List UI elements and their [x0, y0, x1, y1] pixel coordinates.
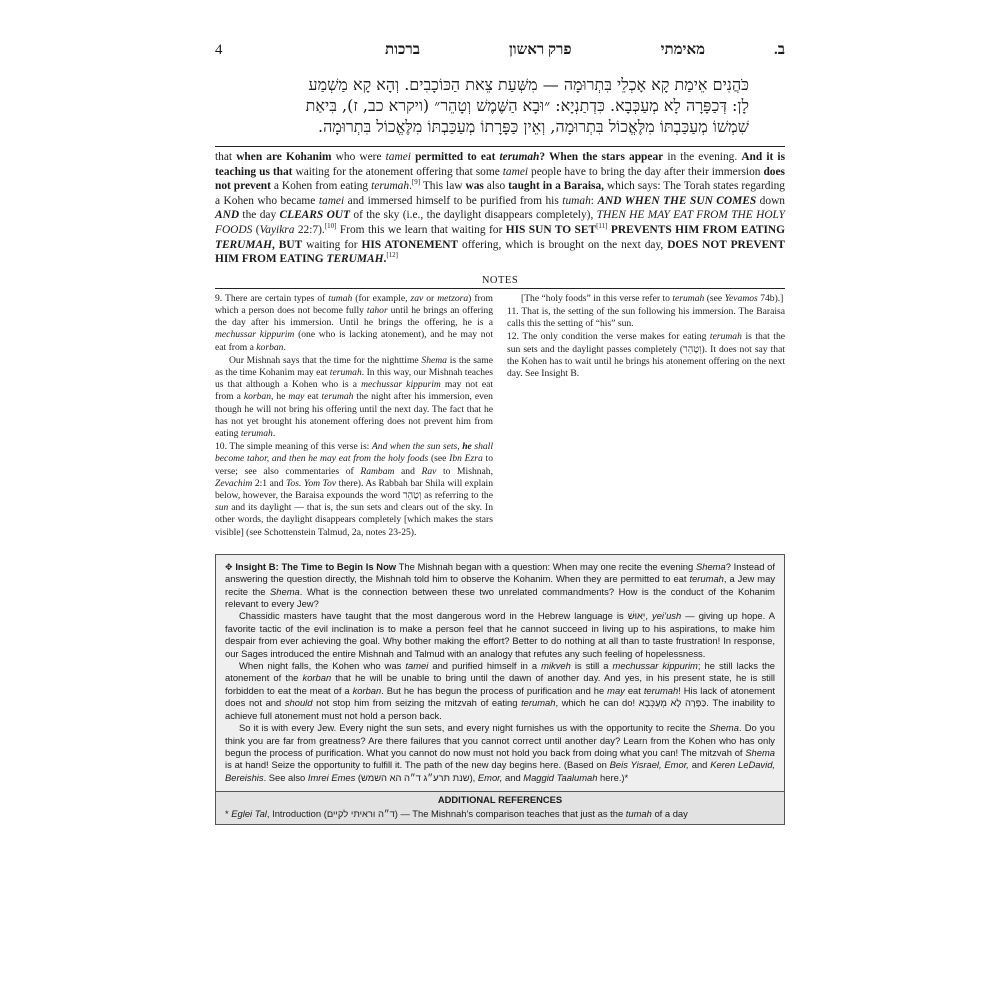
breadcrumb — [365, 42, 725, 59]
insight-paragraph: ✥ Insight B: The Time to Begin Is Now The Mishnah began with a question: When may one recite the evening Shema? Instead of answering the question directly, the Mishnah told him to observe the Kohanim. When they are permitted to eat terumah, a Jew may recite the Shema. What is the connection between these two unrelated commandments? How is the conduct of the Kohanim relevant to every Jew? — [225, 560, 776, 610]
notes-section — [215, 293, 785, 540]
page-number: 4 — [215, 42, 223, 58]
note-11: 11. That is, the setting of the sun following his immersion. The Baraisa calls this the setting of “his” sun. — [507, 305, 785, 330]
breadcrumb-chapter-name: מאימתי — [660, 42, 705, 58]
notes-column-left — [215, 293, 493, 540]
reference-entry: * Eglei Tal, Introduction (ד״ה וראיתי לקיים) — The Mishnah’s comparison teaches that just as the tumah of a day — [225, 808, 688, 820]
insight-paragraph: Chassidic masters have taught that the most dangerous word in the Hebrew language is יֵאוּשׁ, yei’ush — giving up hope. A favorite tactic of the evil inclination is to make a person feel that he cannot succeed in living up to his aspirations, to make him despair from ever achieving the goal. Why bother making the effort? Better to do nothing at all than to taste frustration! In response, our Sages introduced the entire Mishnah and Talmud with an analogy that refutes any such feeling of hopelessness. — [225, 610, 775, 659]
breadcrumb-chapter-number: פרק ראשון — [508, 42, 572, 58]
note-10: 10. The simple meaning of this verse is: And when the sun sets, he shall become tahor, and then he may eat from the holy foods (see Ibn Ezra to verse; see also commentaries of Rambam and Rav to Mishnah, Zevachim 2:1 and Tos. Yom Tov there). As Rabbah bar Shila will explain below, however, the Baraisa expounds the word וְטָהֵר as referring to the sun and its daylight — that is, the sun sets and clears out of the sky. In other words, the daylight disappears completely [which makes the stars visible] (see Schottenstein Talmud, 2a, notes 23-25). — [215, 441, 494, 538]
footnote-ref: [12] — [386, 251, 398, 260]
note-10-continued: [The “holy foods” in this verse refer to terumah (see Yevamos 74b).] — [521, 292, 784, 304]
insight-paragraph: So it is with every Jew. Every night the sun sets, and every night furnishes us with the opportunity to recite the Shema. Do you think you are far from greatness? Are there failures that you cannot correct until another day? Learn from the Kohen who has only begun the process of purification. What you cannot do now must not hold you back from doing what you can! The mitzvah of Shema is at hand! Seize the opportunity to fulfill it. The path of the new day begins here. (Based on Beis Yisrael, Emor, and Keren LeDavid, Bereishis. See also Imrei Emes (שנת תרע״ג ד״ה הא השמש), Emor, and Maggid Taalumah here.)* — [225, 722, 776, 783]
note-9: 9. There are certain types of tumah (for example, zav or metzora) from which a person does not become fully tahor until he brings an offering the day after his immersion. Until he brings the offering, he is a mechussar kippurim (one who is lacking atonement), and he may not eat from a korban. — [215, 292, 494, 353]
breadcrumb-tractate: ברכות — [385, 42, 420, 58]
notes-heading: NOTES — [481, 274, 519, 286]
ornament-icon: ✥ — [225, 561, 233, 572]
divider — [215, 146, 785, 147]
footnote-ref: [10] — [324, 222, 337, 231]
note-12: 12. The only condition the verse makes for eating terumah is that the sun sets and the daylight passes completely (וְטָהֵר). It does not say that the Kohen has to wait until he brings his atonement offering on the next day. See Insight B. — [507, 331, 786, 379]
translation-paragraph: that when are Kohanim who were tamei permitted to eat terumah? When the stars appear in the evening. And it is teaching us that waiting for the atonement offering that some tamei people have to bring the day after their immersion does not prevent a Kohen from eating terumah.[9] This law was also taught in a Baraisa, which says: The Torah states regarding a Kohen who became tamei and immersed himself to be purified from his tumah: AND WHEN THE SUN COMES down AND the day CLEARS OUT of the sky (i.e., the daylight disappears completely), THEN HE MAY EAT FROM THE HOLY FOODS (Vayikra 22:7).[10] From this we learn that waiting for HIS SUN TO SET[11] PREVENTS HIM FROM EATING TERUMAH, BUT waiting for HIS ATONEMENT offering, which is brought on the next day, DOES NOT PREVENT HIM FROM EATING TERUMAH.[12] — [215, 151, 786, 266]
english-translation — [215, 150, 785, 267]
running-header — [215, 40, 785, 64]
note-9-continued: Our Mishnah says that the time for the nighttime Shema is the same as the time Kohanim may eat terumah. In this way, our Mishnah teaches us that although a Kohen who is a mechussar kippurim may not eat from a korban, he may eat terumah the night after his immersion, even though he will not bring his offering until the next day. The fact that he has not yet brought his atonement offering does not prevent him from eating terumah. — [215, 354, 494, 439]
footnote-ref: [9] — [411, 178, 421, 187]
daf-label: ב. — [774, 42, 785, 58]
hebrew-line: לָן: דְּכַפָּרָה לָא מְעַכְּבָא. כִּדְתַנְיָא: ״וּבָא הַשֶּׁמֶשׁ וְטָהֵר״ (ויקרא כב, ז), בִּיאַת — [305, 96, 749, 115]
hebrew-line: כֹּהֲנִים אֵימַת קָא אָכְלֵי בִּתְרוּמָה — מִשְּׁעַת צֵאת הַכּוֹכָבִים. וְהָא קָא מַשְׁמַע — [308, 75, 749, 94]
hebrew-gemara-text — [235, 74, 749, 137]
insight-title: Insight B: The Time to Begin Is Now — [235, 560, 397, 572]
insight-paragraph: When night falls, the Kohen who was tamei and purified himself in a mikveh is still a mechussar kippurim; he still lacks the atonement of the korban that he will be unable to bring until the dawn of another day. And yes, in his present state, he is still forbidden to eat the meat of a korban. But he has begun the process of purification and he may eat terumah! His lack of atonement does not and should not stop him from seizing the mitzvah of eating terumah, which he can do! כַּפָּרָה לָא מְעַכְּבָא. The inability to achieve full atonement must not hold a person back. — [225, 660, 775, 721]
book-page — [215, 40, 785, 825]
insight-box — [215, 554, 785, 792]
additional-references — [215, 792, 785, 825]
footnote-ref: [11] — [596, 222, 608, 231]
notes-column-right — [507, 293, 785, 540]
hebrew-line: שִׁמְשׁוֹ מְעַכַּבְתּוֹ מִלֶּאֱכוֹל בִּתְרוּמָה, וְאֵין כַּפָּרָתוֹ מְעַכַּבְתּוֹ מִלֶּאֱכוֹל בִּתְרוּמָה. — [318, 117, 749, 136]
divider — [215, 288, 785, 289]
references-heading: ADDITIONAL REFERENCES — [437, 794, 563, 806]
